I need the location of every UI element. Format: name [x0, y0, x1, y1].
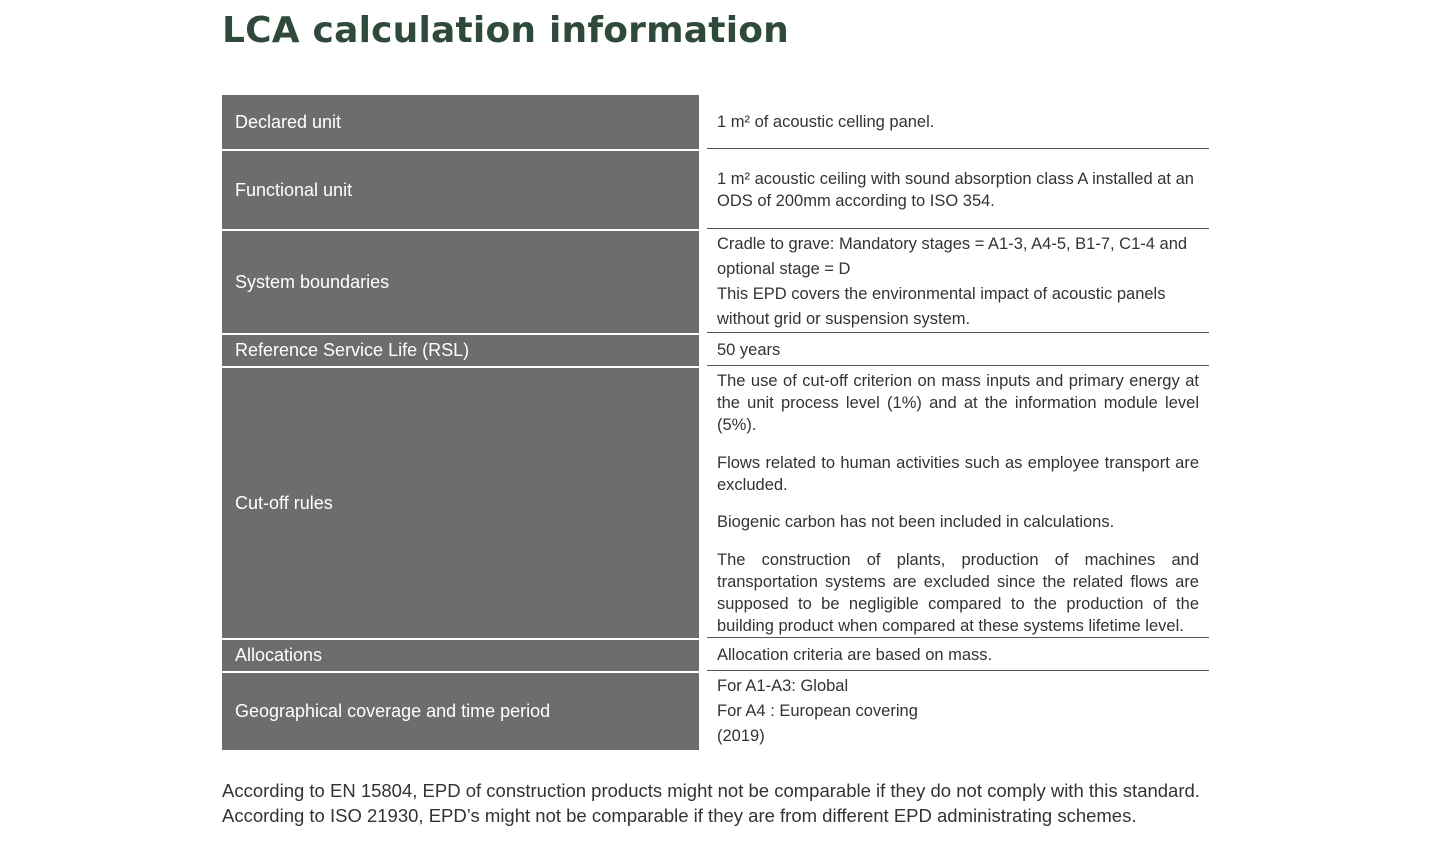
- row-value: [707, 673, 1209, 750]
- table-row-functional-unit: [222, 151, 1209, 229]
- row-label: Geographical coverage and time period: [222, 673, 699, 750]
- page-title: LCA calculation information: [222, 10, 790, 51]
- row-value-line: The construction of plants, production of machines and transportation systems are excluded since the related flows are supposed to be negligible compared to the production of the building product when compared at these systems lifetime level.: [717, 551, 1199, 636]
- row-label: Allocations: [222, 640, 699, 671]
- row-value: [707, 335, 1209, 366]
- table-row-geographical-coverage: [222, 673, 1209, 750]
- row-value: [707, 231, 1209, 333]
- row-value-line: Biogenic carbon has not been included in calculations.: [717, 513, 1115, 532]
- footer-note: [222, 778, 1222, 828]
- row-value-line: Cradle to grave: Mandatory stages = A1-3, A4-5, B1-7, C1-4 and optional stage = D: [717, 234, 1188, 278]
- table-row-system-boundaries: [222, 231, 1209, 333]
- footer-line: According to EN 15804, EPD of construction products might not be comparable if they do not comply with this standard.: [222, 780, 1200, 801]
- row-label: Reference Service Life (RSL): [222, 335, 699, 366]
- row-value-line: 1 m² of acoustic celling panel.: [717, 112, 935, 131]
- row-value-line: For A1-A3: Global: [717, 677, 849, 695]
- row-value: [707, 368, 1209, 638]
- row-value-line: (2019): [717, 727, 765, 745]
- row-value-line: This EPD covers the environmental impact of acoustic panels without grid or suspension system.: [717, 284, 1166, 328]
- row-value: [707, 640, 1209, 671]
- table-row-rsl: [222, 335, 1209, 366]
- row-value-line: Flows related to human activities such as employee transport are excluded.: [717, 453, 1199, 494]
- row-value-line: 50 years: [717, 341, 781, 359]
- row-value: [707, 95, 1209, 149]
- row-value: [707, 151, 1209, 229]
- row-label: Cut-off rules: [222, 368, 699, 638]
- row-value-line: For A4 : European covering: [717, 702, 918, 720]
- row-value-line: Allocation criteria are based on mass.: [717, 646, 993, 664]
- table-row-cut-off-rules: [222, 368, 1209, 638]
- row-value-line: The use of cut-off criterion on mass inputs and primary energy at the unit process level (1%) and at the information module level (5%).: [717, 372, 1199, 434]
- table-row-allocations: [222, 640, 1209, 671]
- row-label: System boundaries: [222, 231, 699, 333]
- row-value-line: 1 m² acoustic ceiling with sound absorption class A installed at an ODS of 200mm according to ISO 354.: [717, 169, 1194, 210]
- row-label: Functional unit: [222, 151, 699, 229]
- table-row-declared-unit: [222, 95, 1209, 149]
- row-label: Declared unit: [222, 95, 699, 149]
- footer-line: According to ISO 21930, EPD’s might not be comparable if they are from different EPD administrating schemes.: [222, 805, 1137, 826]
